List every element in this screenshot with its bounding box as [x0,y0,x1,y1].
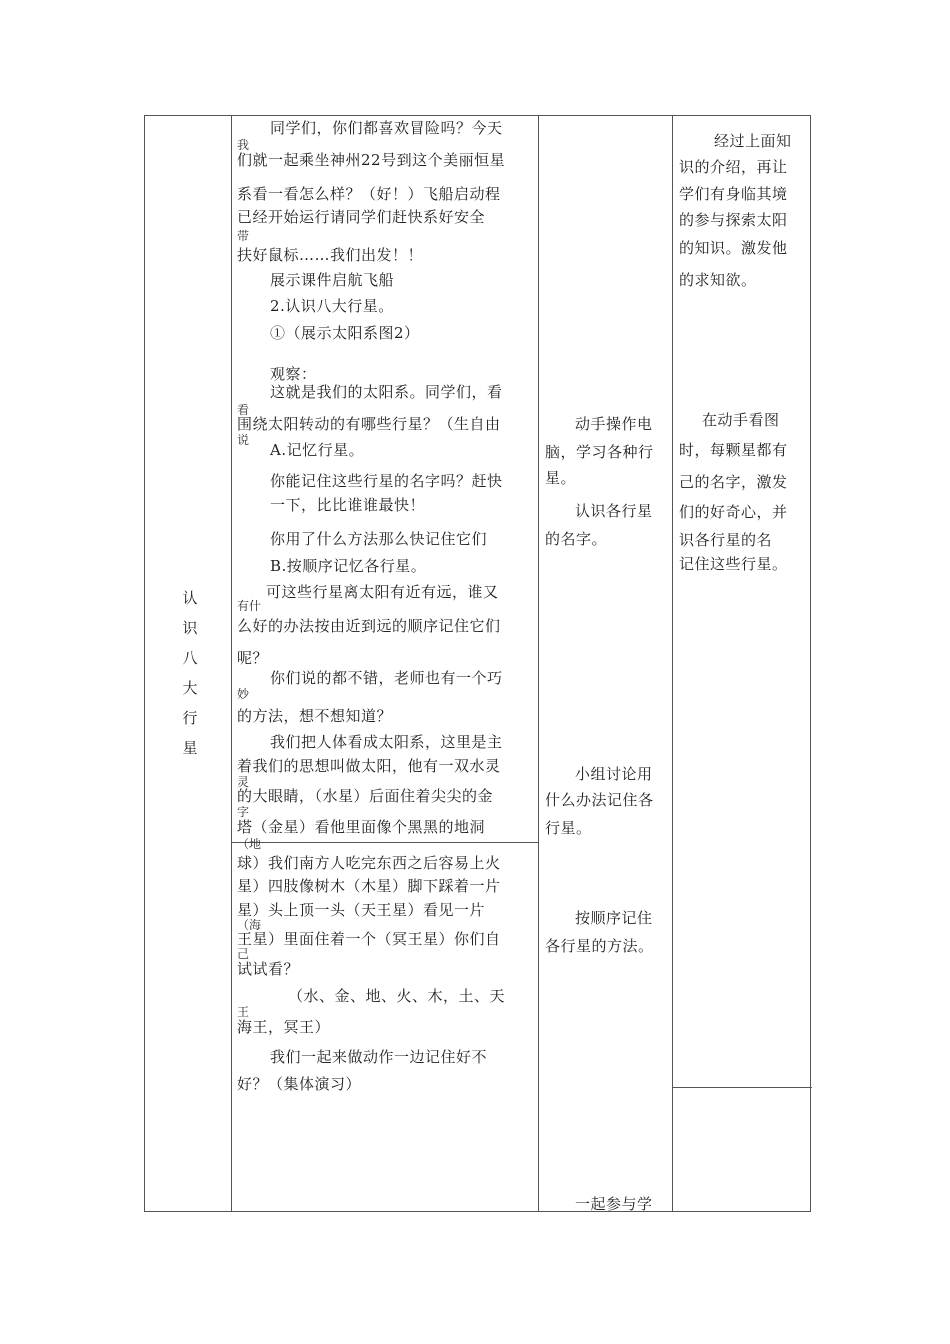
teacher-line: 同学们，你们都喜欢冒险吗？今天 [270,119,503,137]
intent-line: 时，每颗星都有 [679,441,788,459]
teacher-line: 我们把人体看成太阳系，这里是主 [270,733,503,751]
teacher-line: 塔（金星）看他里面像个黑黑的地洞 [237,818,486,836]
teacher-line: 有什 [237,599,262,613]
teacher-line: 展示课件启航飞船 [270,271,395,289]
row-divider-intent [672,1087,812,1088]
teacher-line: 们就一起乘坐神州22号到这个美丽恒星 [237,151,506,169]
column-divider-3 [672,116,673,1211]
teacher-line: 带 [237,229,250,243]
student-line: 小组讨论用 [575,765,653,783]
student-line: 按顺序记住 [575,909,653,927]
teacher-line: 试试看？ [237,960,300,978]
teacher-line: 已经开始运行请同学们赶快系好安全 [237,208,486,226]
teacher-line: 星）头上顶一头（天王星）看见一片 [237,901,486,919]
intent-line: 识的介绍，再让 [679,158,788,176]
row-divider-teacher [231,842,538,843]
intent-line: 经过上面知 [714,132,792,150]
teacher-line: 说 [237,433,250,447]
teacher-line: 系看一看怎么样？（好！）飞船启动程 [237,185,501,203]
teacher-line: 么好的办法按由近到远的顺序记住它们 [237,617,501,635]
teacher-line: 的大眼睛，（水星）后面住着尖尖的金 [237,787,494,805]
teacher-line: 的方法，想不想知道？ [237,707,393,725]
teacher-line: 2.认识八大行星。 [270,297,394,315]
student-line: 什么办法记住各 [545,791,654,809]
teacher-line: 扶好鼠标……我们出发！！ [237,246,424,264]
teacher-line: 你用了什么方法那么快记住它们 [270,530,488,548]
teacher-line: 你们说的都不错，老师也有一个巧 [270,669,503,687]
teacher-line: 我们一起来做动作一边记住好不 [270,1048,488,1066]
student-line: 的名字。 [545,530,608,548]
teacher-line: 着我们的思想叫做太阳，他有一双水灵 [237,757,501,775]
intent-line: 的求知欲。 [679,271,757,289]
teacher-line: 可这些行星离太阳有近有远，谁又 [266,583,499,601]
intent-line: 己的名字，激发 [679,473,788,491]
intent-line: 们的好奇心，并 [679,503,788,521]
teacher-line: 王 [237,1005,250,1019]
teacher-line: 一下，比比谁谁最快！ [270,496,426,514]
topic-label: 认识八大行星 [182,589,198,757]
teacher-line: ①（展示太阳系图2） [270,324,420,342]
teacher-line: 观察： [270,365,317,383]
column-divider-2 [538,116,539,1211]
teacher-line: 王星）里面住着一个（冥王星）你们自 [237,930,501,948]
teacher-line: 我 [237,138,250,152]
teacher-line: B.按顺序记忆各行星。 [270,557,427,575]
teacher-line: 围绕太阳转动的有哪些行星？（生自由 [237,415,501,433]
teacher-line: 球）我们南方人吃完东西之后容易上火 [237,854,501,872]
teacher-line: 呢？ [237,649,269,667]
student-line: 动手操作电 [575,415,653,433]
intent-line: 的参与探索太阳 [679,211,788,229]
intent-line: 学们有身临其境 [679,185,788,203]
teacher-line: 海王，冥王） [237,1018,331,1036]
intent-line: 识各行星的名 [679,531,773,549]
student-line: 行星。 [545,819,592,837]
teacher-line: A.记忆行星。 [270,441,365,459]
teacher-line: 字 [237,805,250,819]
intent-line: 记住这些行星。 [679,555,788,573]
student-line: 星。 [545,469,577,487]
teacher-line: 这就是我们的太阳系。同学们，看 [270,383,503,401]
column-divider-1 [231,116,232,1211]
student-line: 一起参与学 [575,1195,653,1213]
teacher-line: 己 [237,947,250,961]
teacher-line: 看 [237,403,250,417]
teacher-line: 好？（集体演习） [237,1075,362,1093]
teacher-line: 你能记住这些行星的名字吗？赶快 [270,472,503,490]
intent-line: 在动手看图 [702,411,780,429]
teacher-line: 妙 [237,687,250,701]
student-line: 认识各行星 [575,502,653,520]
teacher-line: （海 [237,918,262,932]
teacher-line: 灵 [237,775,250,789]
student-line: 各行星的方法。 [545,937,654,955]
teacher-line: （水、金、地、火、木，土、天 [288,987,506,1005]
teacher-line: （地 [237,837,262,851]
student-line: 脑，学习各种行 [545,443,654,461]
teacher-line: 星）四肢像树木（木星）脚下踩着一片 [237,877,501,895]
intent-line: 的知识。激发他 [679,239,788,257]
